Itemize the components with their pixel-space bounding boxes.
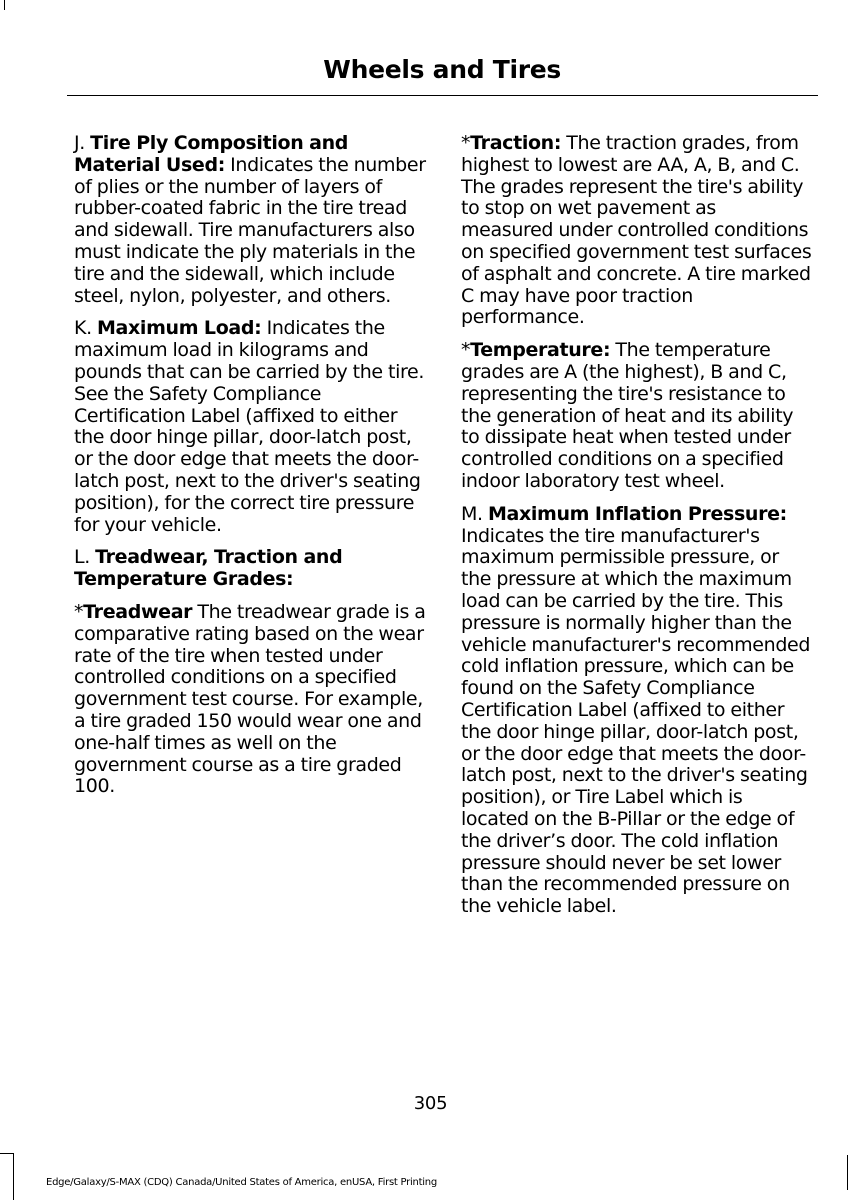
term-description: The treadwear grade is a comparative rating based on the wear rate of the tire when tested under controlled conditions on a specified government test course. For example, a tire graded 150 would wear one and one-half times as well on the government course as a tire graded 100. [74, 600, 426, 798]
page-number: 305 [413, 1093, 448, 1114]
term-label: Traction: [470, 132, 562, 154]
term-label: Treadwear [83, 600, 193, 623]
item-prefix: * [74, 600, 84, 623]
header-divider [67, 95, 818, 96]
term-description: Indicates the maximum load in kilograms and pounds that can be carried by the tire. See the Safety Compliance Certification Label (affixed to either the door hinge pillar, door-latch post, or the door edge that meets the door-latch post, next to the driver's seating position), for the correct tire pressure for your vehicle. [74, 317, 425, 536]
term-description: The traction grades, from highest to lowest are AA, A, B, and C. The grades represent the tire's ability to stop on wet pavement as measured under controlled conditions on specified government test surfaces of asphalt and concrete. A tire marked C may have poor traction performance. [461, 132, 812, 329]
paragraph-k [74, 318, 426, 536]
paragraph-m [461, 504, 813, 918]
paragraph-l [74, 547, 426, 591]
left-column [74, 133, 426, 809]
paragraph-j [74, 133, 426, 307]
term-label: Temperature: [470, 339, 611, 362]
term-description: The temperature grades are A (the highest), B and C, representing the tire's resistance to the generation of heat and its ability to dissipate heat when tested under controlled conditions on a specified indoor laboratory test wheel. [461, 339, 794, 492]
item-prefix: J. [74, 132, 91, 154]
paragraph-treadwear [74, 602, 426, 798]
right-column [461, 133, 813, 929]
crop-mark-top-left [0, 0, 5, 10]
crop-mark-bottom-left-vertical [13, 1153, 14, 1200]
item-prefix: L. [74, 546, 96, 569]
crop-mark-bottom-right [847, 1155, 848, 1190]
term-label: Treadwear, Traction and Temperature Grades: [74, 546, 343, 591]
item-prefix: K. [74, 317, 97, 340]
term-label: Maximum Inflation Pressure: [487, 502, 787, 525]
item-prefix: M. [461, 502, 488, 525]
paragraph-traction [461, 133, 813, 329]
term-label: Tire Ply Composition and Material Used: [74, 132, 349, 176]
print-info: Edge/Galaxy/S-MAX (CDQ) Canada/United States of America, enUSA, First Printing [46, 1177, 437, 1188]
term-description: Indicates the tire manufacturer's maximum permissible pressure, or the pressure at which the maximum load can be carried by the tire. This pressure is normally higher than the vehicle manufacturer's recommended cold inflation pressure, which can be found on the Safety Compliance Certification Label (affixed to either the door hinge pillar, door-latch post, or the door edge that meets the door-latch post, next to the driver's seating position), or Tire Label which is located on the B-Pillar or the edge of the driver’s door. The cold inflation pressure should never be set lower than the recommended pressure on the vehicle label. [461, 524, 811, 918]
item-prefix: * [461, 339, 471, 362]
paragraph-temperature [461, 340, 813, 493]
term-label: Maximum Load: [97, 317, 262, 340]
term-description: Indicates the number of plies or the number of layers of rubber-coated fabric in the tire tread and sidewall. Tire manufacturers also must indicate the ply materials in the tire and the sidewall, which include steel, nylon, polyester, and others. [74, 153, 426, 307]
item-prefix: * [461, 132, 471, 154]
page-title: Wheels and Tires [323, 55, 561, 84]
crop-mark-bottom-left-horizontal [0, 1153, 14, 1154]
